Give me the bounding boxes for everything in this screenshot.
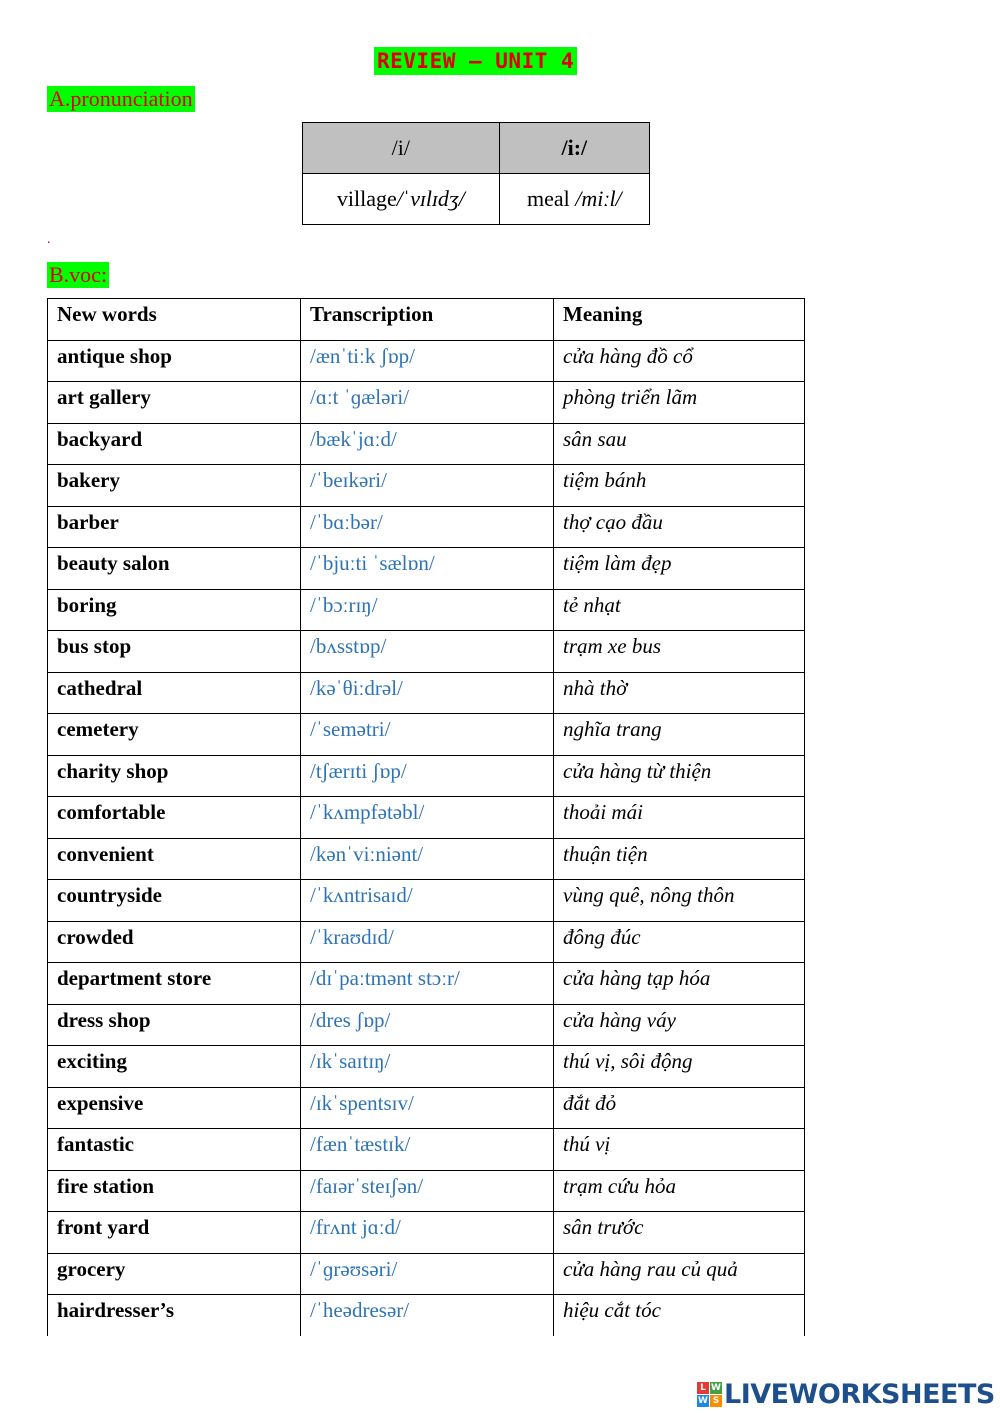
word-cell: dress shop	[48, 1004, 301, 1046]
pronunciation-header-row	[303, 123, 650, 174]
word-cell: grocery	[48, 1253, 301, 1295]
transcription-cell: /ˈbɔːrɪŋ/	[301, 589, 554, 631]
table-row	[48, 1170, 805, 1212]
transcription-cell: /ˈɡrəʊsəri/	[301, 1253, 554, 1295]
brand-name: LIVEWORKSHEETS	[724, 1378, 995, 1410]
word-cell: hairdresser’s	[48, 1295, 301, 1336]
meaning-cell: cửa hàng váy	[554, 1004, 805, 1046]
word-cell: front yard	[48, 1212, 301, 1254]
transcription-cell: /ɪkˈspentsɪv/	[301, 1087, 554, 1129]
table-row	[48, 589, 805, 631]
page-title: REVIEW – UNIT 4	[374, 47, 577, 75]
table-row	[48, 631, 805, 673]
meaning-cell: hiệu cắt tóc	[554, 1295, 805, 1336]
vocab-header-row	[48, 299, 805, 341]
pronunciation-table	[302, 122, 650, 225]
table-row	[48, 838, 805, 880]
table-row	[48, 755, 805, 797]
logo-tile: L	[697, 1382, 709, 1394]
meaning-cell: nhà thờ	[554, 672, 805, 714]
word-cell: exciting	[48, 1046, 301, 1088]
table-row	[48, 340, 805, 382]
section-a-heading: A.pronunciation	[49, 86, 193, 111]
word-cell: cemetery	[48, 714, 301, 756]
transcription-cell: /frʌnt jɑːd/	[301, 1212, 554, 1254]
word-cell: boring	[48, 589, 301, 631]
meaning-cell: nghĩa trang	[554, 714, 805, 756]
table-row	[48, 465, 805, 507]
table-row	[48, 797, 805, 839]
word-cell: crowded	[48, 921, 301, 963]
table-row	[48, 548, 805, 590]
table-row	[48, 672, 805, 714]
meaning-cell: trạm xe bus	[554, 631, 805, 673]
transcription-cell: /fænˈtæstɪk/	[301, 1129, 554, 1171]
word-cell: art gallery	[48, 382, 301, 424]
table-row	[48, 1087, 805, 1129]
pron-example-short-i	[303, 174, 500, 225]
transcription-cell: /ɑːt ˈɡæləri/	[301, 382, 554, 424]
word-cell: bakery	[48, 465, 301, 507]
header-meaning: Meaning	[554, 299, 805, 341]
transcription-cell: /ˈkraʊdɪd/	[301, 921, 554, 963]
transcription-cell: /dɪˈpaːtmənt stɔːr/	[301, 963, 554, 1005]
table-row	[48, 1004, 805, 1046]
meaning-cell: tiệm bánh	[554, 465, 805, 507]
logo-tile: W	[711, 1382, 721, 1393]
transcription-cell: /faɪərˈsteɪʃən/	[301, 1170, 554, 1212]
meaning-cell: sân sau	[554, 423, 805, 465]
meaning-cell: phòng triển lãm	[554, 382, 805, 424]
meaning-cell: thợ cạo đầu	[554, 506, 805, 548]
example-word: village	[336, 186, 397, 211]
stray-dot: .	[47, 232, 51, 247]
word-cell: cathedral	[48, 672, 301, 714]
transcription-cell: /bækˈjɑːd/	[301, 423, 554, 465]
logo-tile: S	[710, 1395, 722, 1407]
meaning-cell: thoải mái	[554, 797, 805, 839]
transcription-cell: /ˈkʌntrisaɪd/	[301, 880, 554, 922]
transcription-cell: /bʌsstɒp/	[301, 631, 554, 673]
meaning-cell: vùng quê, nông thôn	[554, 880, 805, 922]
transcription-cell: /ænˈtiːk ʃɒp/	[301, 340, 554, 382]
table-row	[48, 1046, 805, 1088]
table-row	[48, 1212, 805, 1254]
word-cell: comfortable	[48, 797, 301, 839]
transcription-cell: /ɪkˈsaɪtɪŋ/	[301, 1046, 554, 1088]
pron-example-long-i	[499, 174, 649, 225]
meaning-cell: cửa hàng rau củ quả	[554, 1253, 805, 1295]
table-row	[48, 921, 805, 963]
table-row	[48, 423, 805, 465]
vocabulary-table	[47, 298, 805, 1336]
word-cell: countryside	[48, 880, 301, 922]
header-transcription: Transcription	[301, 299, 554, 341]
transcription-cell: /ˈkʌmpfətəbl/	[301, 797, 554, 839]
pronunciation-example-row	[303, 174, 650, 225]
transcription-cell: /ˈbɑːbər/	[301, 506, 554, 548]
word-cell: backyard	[48, 423, 301, 465]
example-word: meal	[526, 186, 570, 211]
transcription-cell: /ˈbjuːti ˈsælɒn/	[301, 548, 554, 590]
transcription-cell: /dres ʃɒp/	[301, 1004, 554, 1046]
logo-tile: W	[698, 1395, 708, 1406]
transcription-cell: /ˈsemətri/	[301, 714, 554, 756]
meaning-cell: đắt đỏ	[554, 1087, 805, 1129]
table-row	[48, 506, 805, 548]
meaning-cell: thuận tiện	[554, 838, 805, 880]
word-cell: fantastic	[48, 1129, 301, 1171]
example-ipa: /ˈvɪlɪdʒ/	[396, 186, 465, 211]
table-row	[48, 1129, 805, 1171]
meaning-cell: tẻ nhạt	[554, 589, 805, 631]
meaning-cell: cửa hàng tạp hóa	[554, 963, 805, 1005]
section-b-heading: B.voc:	[49, 262, 108, 287]
transcription-cell: /kəˈθiːdrəl/	[301, 672, 554, 714]
meaning-cell: tiệm làm đẹp	[554, 548, 805, 590]
word-cell: expensive	[48, 1087, 301, 1129]
transcription-cell: /kənˈviːniənt/	[301, 838, 554, 880]
meaning-cell: cửa hàng đồ cổ	[554, 340, 805, 382]
transcription-cell: /tʃærɪti ʃɒp/	[301, 755, 554, 797]
meaning-cell: trạm cứu hỏa	[554, 1170, 805, 1212]
liveworksheets-logo	[697, 1377, 995, 1411]
table-row	[48, 714, 805, 756]
table-row	[48, 1253, 805, 1295]
table-row	[48, 382, 805, 424]
transcription-cell: /ˈheədresər/	[301, 1295, 554, 1336]
meaning-cell: đông đúc	[554, 921, 805, 963]
word-cell: fire station	[48, 1170, 301, 1212]
meaning-cell: thú vị	[554, 1129, 805, 1171]
word-cell: barber	[48, 506, 301, 548]
word-cell: antique shop	[48, 340, 301, 382]
word-cell: charity shop	[48, 755, 301, 797]
transcription-cell: /ˈbeɪkəri/	[301, 465, 554, 507]
word-cell: beauty salon	[48, 548, 301, 590]
meaning-cell: sân trước	[554, 1212, 805, 1254]
meaning-cell: thú vị, sôi động	[554, 1046, 805, 1088]
liveworksheets-logo-icon	[697, 1382, 722, 1407]
table-row	[48, 963, 805, 1005]
pron-header-long-i: /i:/	[499, 123, 649, 174]
meaning-cell: cửa hàng từ thiện	[554, 755, 805, 797]
word-cell: convenient	[48, 838, 301, 880]
pron-header-short-i: /i/	[303, 123, 500, 174]
table-row	[48, 880, 805, 922]
word-cell: department store	[48, 963, 301, 1005]
word-cell: bus stop	[48, 631, 301, 673]
table-row	[48, 1295, 805, 1336]
example-ipa: /miːl/	[575, 186, 622, 211]
header-new-words: New words	[48, 299, 301, 341]
